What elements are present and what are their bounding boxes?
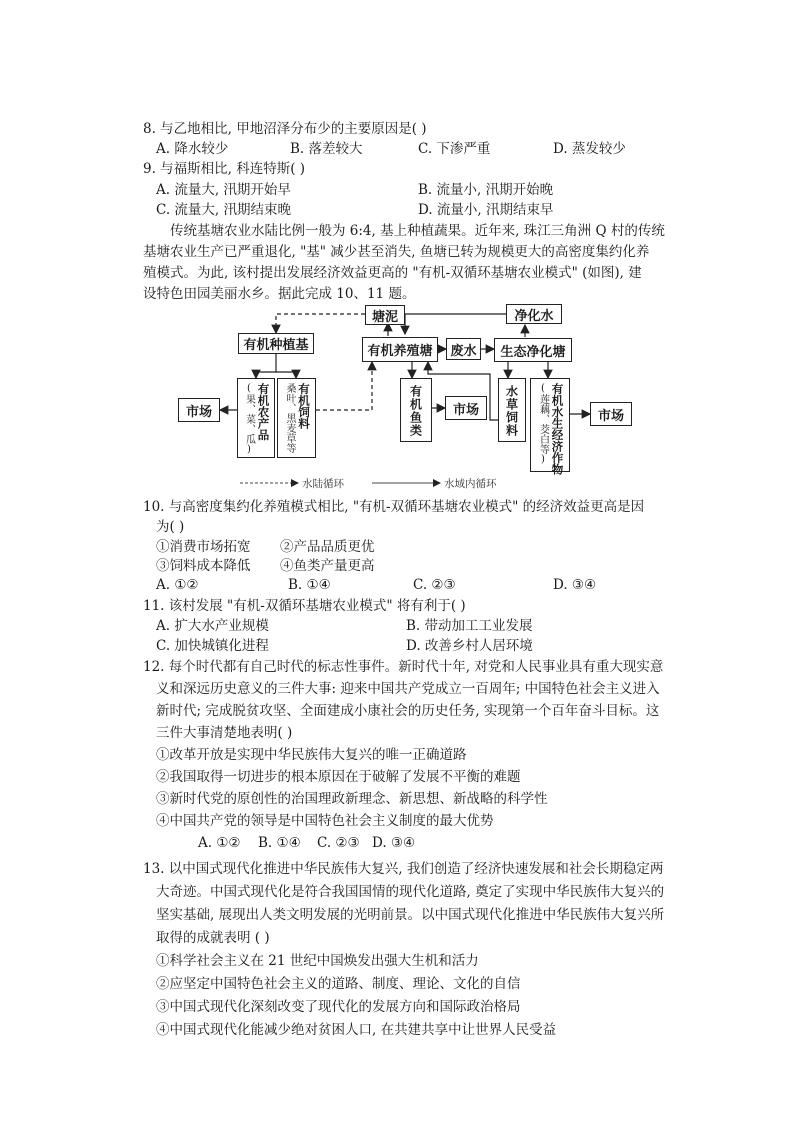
passage-line-3: 殖模式。为此, 该村提出发展经济效益更高的 "有机-双循环基塘农业模式" (如图), 建	[143, 265, 642, 281]
q12-stem-line-1: 12. 每个时代都有自己时代的标志性事件。新时代十年, 对党和人民事业具有重大现实意	[143, 659, 664, 675]
q13-statement-3: ③中国式现代化深刻改变了现代化的发展方向和国际政治格局	[156, 999, 521, 1015]
organic-feed-detail: 桑叶、黑麦草等	[284, 383, 295, 453]
q12-statement-2: ②我国取得一切进步的根本原因在于破解了发展不平衡的难题	[156, 769, 521, 785]
q12-option-a[interactable]: A. ①②	[198, 835, 241, 851]
q10-stem-line-1: 10. 与高密度集约化养殖模式相比, "有机-双循环基塘农业模式" 的经济效益更高是因	[143, 499, 645, 515]
q12-statement-3: ③新时代党的原创性的治国理政新理念、新思想、新战略的科学性	[156, 791, 548, 807]
q10-statement-2: ②产品品质更优	[280, 539, 375, 555]
q11-option-d[interactable]: D. 改善乡村人居环境	[406, 638, 533, 654]
q8-option-c[interactable]: C. 下渗严重	[418, 141, 491, 157]
box-aquatic-crops	[530, 378, 570, 475]
legend-water-internal-cycle: 水域内循环	[444, 478, 497, 490]
box-market-right: 市场	[590, 402, 632, 426]
q11-option-c[interactable]: C. 加快城镇化进程	[156, 638, 269, 654]
q10-stem-line-2: 为( )	[156, 519, 185, 535]
passage-line-2: 基塘农业生产已严重退化, "基" 减少甚至消失, 鱼塘已转为规模更大的高密度集约化养	[143, 244, 650, 260]
q10-statement-1: ①消费市场拓宽	[156, 539, 251, 555]
q13-stem-line-1: 13. 以中国式现代化推进中华民族伟大复兴, 我们创造了经济快速发展和社会长期稳定两	[143, 861, 664, 877]
organic-produce-label: 有机农产品	[256, 383, 271, 441]
q12-option-d[interactable]: D. ③④	[372, 835, 416, 851]
q12-statement-1: ①改革开放是实现中华民族伟大复兴的唯一正确道路	[156, 747, 467, 763]
q11-stem: 11. 该村发展 "有机-双循环基塘农业模式" 将有利于( )	[143, 598, 466, 614]
aquatic-crops-detail: (莲藕、茭白等)	[537, 383, 549, 465]
organic-produce-detail: (果、菜、瓜)	[243, 383, 255, 455]
q12-option-c[interactable]: C. ②③	[317, 835, 360, 851]
q10-statement-3: ③饲料成本降低	[156, 558, 251, 574]
box-organic-feed	[277, 378, 316, 458]
box-organic-produce	[237, 378, 275, 458]
q10-option-a[interactable]: A. ①②	[156, 577, 199, 593]
q13-stem-line-4: 取得的成就表明 ( )	[156, 930, 270, 946]
q9-option-c[interactable]: C. 流量大, 汛期结束晚	[156, 202, 292, 218]
q8-option-a[interactable]: A. 降水较少	[156, 141, 229, 157]
q9-option-d[interactable]: D. 流量小, 汛期结束早	[418, 202, 554, 218]
passage-line-1: 传统基塘农业水陆比例一般为 6:4, 基上种植蔬果。近年来, 珠江三角洲 Q 村的传统	[170, 223, 665, 239]
box-market-left: 市场	[178, 398, 220, 422]
q13-stem-line-3: 坚实基础, 展现出人类文明发展的光明前景。以中国式现代化推进中华民族伟大复兴所	[156, 907, 665, 923]
organic-fish-label: 有机鱼类	[408, 385, 423, 437]
q8-option-b[interactable]: B. 落差较大	[290, 141, 363, 157]
q10-statement-4: ④鱼类产量更高	[280, 558, 375, 574]
box-purified-water: 净化水	[506, 304, 562, 324]
q9-option-b[interactable]: B. 流量小, 汛期开始晚	[418, 182, 554, 198]
q13-stem-line-2: 大奇迹。中国式现代化是符合我国国情的现代化道路, 奠定了实现中华民族伟大复兴的	[156, 884, 665, 900]
box-organic-planting-base: 有机种植基	[238, 333, 314, 354]
q12-stem-line-4: 三件大事清楚地表明( )	[156, 725, 293, 741]
box-organic-breeding-pond: 有机养殖塘	[362, 337, 438, 362]
q13-statement-4: ④中国式现代化能减少绝对贫困人口, 在共建共享中让世界人民受益	[156, 1022, 557, 1038]
q10-option-b[interactable]: B. ①④	[288, 577, 331, 593]
box-organic-fish	[400, 378, 432, 442]
aquatic-crops-label: 有机水生经济作物	[550, 383, 565, 475]
organic-feed-label: 有机饲料	[297, 383, 311, 429]
q9-option-a[interactable]: A. 流量大, 汛期开始早	[156, 182, 291, 198]
q12-option-b[interactable]: B. ①④	[258, 835, 301, 851]
q8-option-d[interactable]: D. 蒸发较少	[553, 141, 626, 157]
box-eco-purification-pond: 生态净化塘	[494, 338, 572, 362]
q8-stem: 8. 与乙地相比, 甲地沼泽分布少的主要原因是( )	[143, 121, 427, 137]
q10-option-c[interactable]: C. ②③	[413, 577, 456, 593]
legend-land-water-cycle: 水陆循环	[302, 478, 344, 490]
q9-stem: 9. 与福斯相比, 科连特斯( )	[143, 161, 306, 177]
q13-statement-1: ①科学社会主义在 21 世纪中国焕发出强大生机和活力	[156, 953, 479, 969]
q12-stem-line-3: 新时代; 完成脱贫攻坚、全面建成小康社会的历史任务, 实现第一个百年奋斗目标。这	[156, 703, 660, 719]
q11-option-b[interactable]: B. 带动加工工业发展	[406, 618, 533, 634]
q13-statement-2: ②应坚定中国特色社会主义的道路、制度、理论、文化的自信	[156, 976, 521, 992]
box-wastewater: 废水	[446, 338, 481, 360]
aquatic-grass-feed-label: 水草饲料	[504, 385, 519, 437]
q12-stem-line-2: 义和深远历史意义的三件大事: 迎来中国共产党成立一百周年; 中国特色社会主义进入	[156, 681, 660, 697]
q11-option-a[interactable]: A. 扩大水产业规模	[156, 618, 269, 634]
box-tangni: 塘泥	[365, 305, 405, 325]
passage-line-4: 设特色田园美丽水乡。据此完成 10、11 题。	[143, 286, 416, 302]
box-market-mid: 市场	[445, 396, 487, 420]
box-aquatic-grass-feed	[498, 378, 526, 442]
q10-option-d[interactable]: D. ③④	[553, 577, 597, 593]
q12-statement-4: ④中国共产党的领导是中国特色社会主义制度的最大优势	[156, 813, 494, 829]
